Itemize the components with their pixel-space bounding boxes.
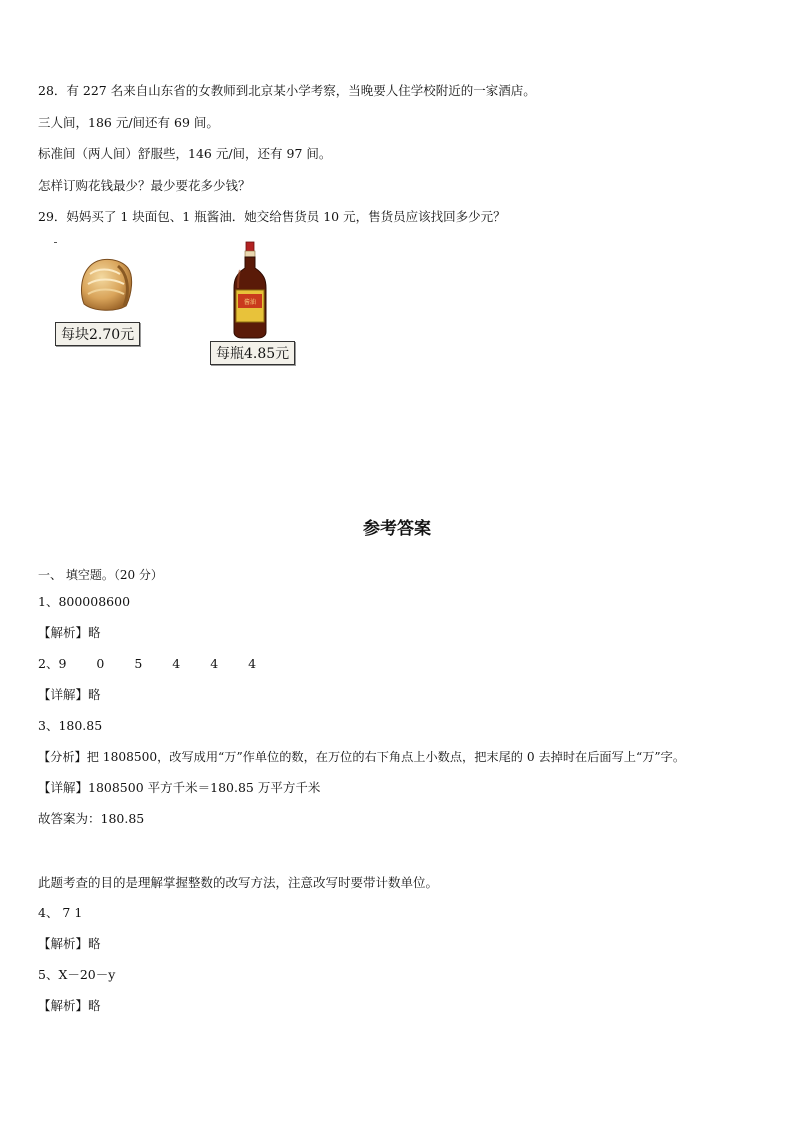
- answers-title: 参考答案: [363, 519, 431, 539]
- answer-2-prefix: 2、9: [38, 656, 67, 671]
- stray-mark: [54, 242, 57, 243]
- answer-2-value: 5: [134, 656, 143, 671]
- answer-2-value: 0: [96, 656, 105, 671]
- answer-1: 1、800008600: [38, 594, 131, 609]
- answer-3-result: 故答案为：180.85: [38, 811, 145, 826]
- q28-line-2: 三人间，186 元/间还有 69 间。: [38, 115, 219, 130]
- bottle-label-text: 酱油: [243, 299, 257, 306]
- answer-5-note: 【解析】略: [38, 998, 101, 1013]
- bottle-price-tag: 每瓶4.85元: [210, 341, 295, 365]
- q29-line-1: 29．妈妈买了 1 块面包、1 瓶酱油．她交给售货员 10 元，售货员应该找回多少元？: [38, 209, 506, 224]
- answer-2: [38, 656, 256, 672]
- answer-5: 5、X－20－y: [38, 967, 116, 982]
- q28-line-1: 28．有 227 名来自山东省的女教师到北京某小学考察，当晚要人住学校附近的一家酒店。: [38, 83, 536, 98]
- answer-2-value: 4: [172, 656, 181, 671]
- bread-price-tag: 每块2.70元: [55, 322, 140, 346]
- q28-line-4: 怎样订购花钱最少？最少要花多少钱？: [38, 178, 251, 193]
- answer-4: 4、 7 1: [38, 905, 83, 920]
- answer-2-value: 4: [210, 656, 219, 671]
- bread-icon: [76, 254, 136, 314]
- soy-sauce-bottle-icon: [230, 240, 270, 340]
- answer-4-note: 【解析】略: [38, 936, 101, 951]
- answer-1-note: 【解析】略: [38, 625, 101, 640]
- answer-3-analysis: 【分析】把 1808500，改写成用“万”作单位的数，在万位的右下角点上小数点，把末尾的 0 去掉时在后面写上“万”字。: [38, 750, 686, 764]
- answer-2-value: 4: [248, 656, 257, 671]
- q28-line-3: 标准间（两人间）舒服些，146 元/间，还有 97 间。: [38, 146, 332, 161]
- answer-3-detail: 【详解】1808500 平方千米＝180.85 万平方千米: [38, 780, 321, 795]
- answer-3: 3、180.85: [38, 718, 103, 733]
- answer-3-comment: 此题考查的目的是理解掌握整数的改写方法，注意改写时要带计数单位。: [38, 875, 439, 890]
- section-heading: 一、 填空题。（20 分）: [38, 568, 163, 582]
- answer-2-note: 【详解】略: [38, 687, 101, 702]
